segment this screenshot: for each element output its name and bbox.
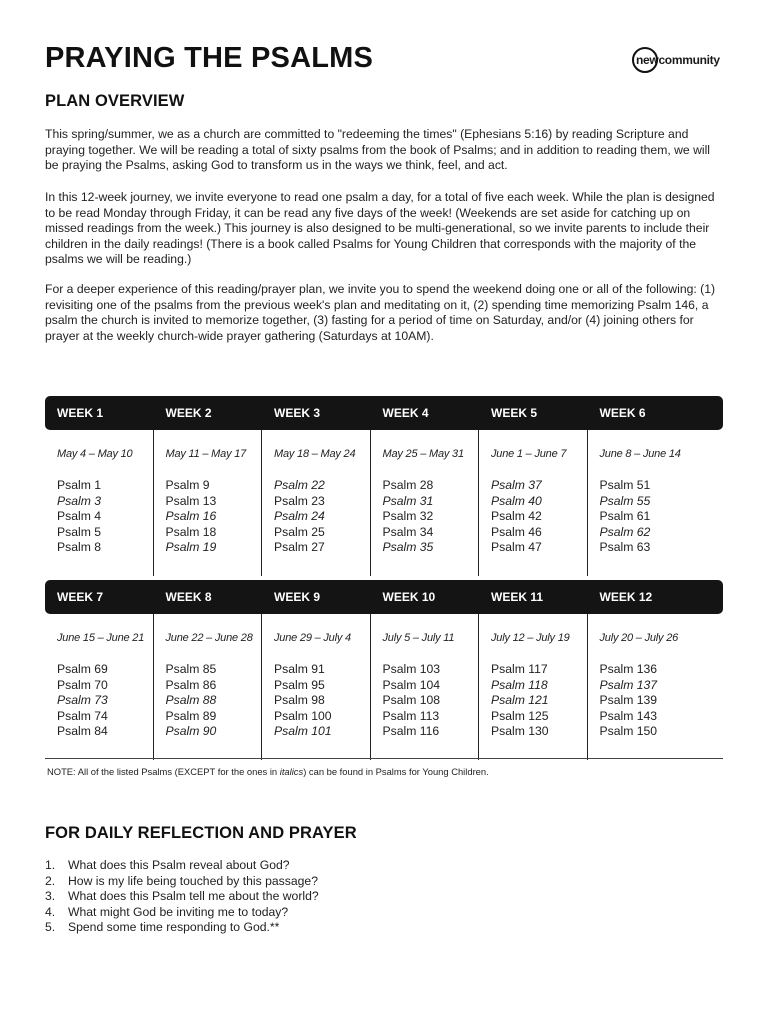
psalm-reading: Psalm 136 bbox=[599, 662, 658, 676]
psalm-reading: Psalm 91 bbox=[274, 662, 325, 676]
psalm-reading: Psalm 125 bbox=[491, 708, 549, 723]
list-item: 2. How is my life being touched by this passage? bbox=[45, 873, 318, 888]
psalm-reading: Psalm 118 bbox=[491, 677, 548, 692]
psalm-reading: Psalm 63 bbox=[599, 540, 651, 555]
week-column bbox=[479, 614, 588, 760]
list-item: 1. What does this Psalm reveal about God? bbox=[45, 858, 290, 872]
psalm-reading: Psalm 61 bbox=[599, 509, 651, 524]
week-label: WEEK 7 bbox=[57, 590, 104, 604]
week-readings-row bbox=[45, 430, 723, 576]
psalm-reading: Psalm 31 bbox=[382, 493, 434, 508]
week-label: WEEK 1 bbox=[57, 406, 104, 420]
week-label: WEEK 10 bbox=[382, 590, 436, 604]
psalm-reading: Psalm 34 bbox=[382, 524, 434, 539]
psalm-reading: Psalm 40 bbox=[491, 493, 542, 508]
reflection-heading: FOR DAILY REFLECTION AND PRAYER bbox=[45, 824, 357, 842]
psalm-reading: Psalm 69 bbox=[57, 662, 108, 676]
list-item: 3. What does this Psalm tell me about the world? bbox=[45, 889, 319, 904]
psalm-reading: Psalm 4 bbox=[57, 509, 102, 524]
week-column bbox=[479, 430, 588, 576]
logo-text: newcommunity bbox=[636, 53, 720, 67]
psalm-reading: Psalm 150 bbox=[599, 724, 658, 739]
psalm-reading: Psalm 116 bbox=[382, 724, 440, 739]
psalm-reading: Psalm 28 bbox=[382, 478, 434, 492]
logo-circle-icon bbox=[632, 47, 658, 73]
psalm-reading: Psalm 84 bbox=[57, 724, 108, 739]
psalm-reading: Psalm 108 bbox=[382, 693, 441, 708]
psalm-reading: Psalm 8 bbox=[57, 540, 102, 555]
week-column bbox=[45, 614, 154, 760]
psalm-reading: Psalm 27 bbox=[274, 540, 325, 555]
psalm-reading: Psalm 70 bbox=[57, 677, 108, 692]
psalm-reading: Psalm 18 bbox=[165, 524, 217, 539]
week-column bbox=[154, 614, 263, 760]
psalm-reading: Psalm 98 bbox=[274, 693, 325, 708]
week-column bbox=[371, 430, 480, 576]
page-title: PRAYING THE PSALMS bbox=[45, 42, 374, 74]
reflection-questions bbox=[45, 858, 319, 936]
psalm-reading: Psalm 19 bbox=[165, 540, 217, 555]
week-label: WEEK 2 bbox=[165, 406, 212, 420]
psalm-reading: Psalm 88 bbox=[165, 693, 217, 708]
footnote-suffix: ) can be found in Psalms for Young Children. bbox=[303, 766, 489, 777]
psalm-reading: Psalm 103 bbox=[382, 662, 441, 676]
psalm-reading: Psalm 130 bbox=[491, 724, 549, 739]
week-dates: June 22 – June 28 bbox=[165, 632, 253, 644]
psalm-reading: Psalm 42 bbox=[491, 509, 542, 524]
psalm-reading: Psalm 73 bbox=[57, 693, 108, 708]
footnote bbox=[47, 766, 489, 777]
psalm-reading: Psalm 13 bbox=[165, 493, 217, 508]
psalm-reading: Psalm 3 bbox=[57, 493, 102, 508]
psalm-reading: Psalm 90 bbox=[165, 724, 217, 739]
psalm-reading: Psalm 121 bbox=[491, 693, 549, 708]
psalm-reading: Psalm 16 bbox=[165, 509, 217, 524]
psalm-reading: Psalm 25 bbox=[274, 524, 325, 539]
week-dates: June 15 – June 21 bbox=[57, 632, 145, 644]
psalm-reading: Psalm 35 bbox=[382, 540, 434, 555]
psalm-reading: Psalm 22 bbox=[274, 478, 325, 492]
week-label: WEEK 4 bbox=[382, 406, 429, 420]
week-column bbox=[588, 614, 697, 760]
week-label: WEEK 9 bbox=[274, 590, 321, 604]
week-dates: June 8 – June 14 bbox=[599, 448, 681, 460]
psalm-reading: Psalm 62 bbox=[599, 524, 651, 539]
psalm-reading: Psalm 117 bbox=[491, 662, 548, 676]
week-dates: June 29 – July 4 bbox=[274, 632, 351, 644]
week-label: WEEK 8 bbox=[165, 590, 212, 604]
psalm-reading: Psalm 24 bbox=[274, 509, 325, 524]
week-readings-row bbox=[45, 614, 723, 760]
footnote-italic: italics bbox=[279, 766, 304, 777]
psalm-reading: Psalm 37 bbox=[491, 478, 542, 492]
psalm-reading: Psalm 55 bbox=[599, 493, 651, 508]
psalm-reading: Psalm 46 bbox=[491, 524, 542, 539]
psalm-reading: Psalm 100 bbox=[274, 708, 332, 723]
list-item: 4. What might God be inviting me to today? bbox=[45, 904, 289, 919]
church-logo bbox=[632, 46, 724, 74]
overview-paragraph-3: For a deeper experience of this reading/prayer plan, we invite you to spend the weekend doing one or all of the following: (1) revisiting one of the psalms from the previous week's plan and meditating on it, (2) spending time memorizing Psalm 146, a psalm the church is invited to memorize together, (3) fasting for a period of time on Saturday, and/or (4) joining others for prayer at the weekly church-wide prayer gathering (Saturdays at 10AM). bbox=[45, 282, 716, 343]
week-dates: July 5 – July 11 bbox=[382, 632, 455, 644]
psalm-reading: Psalm 86 bbox=[165, 677, 217, 692]
week-column bbox=[262, 614, 371, 760]
psalm-reading: Psalm 89 bbox=[165, 708, 217, 723]
overview-paragraph-2: In this 12-week journey, we invite everyone to read one psalm a day, for a total of five each week. While the plan is designed to be read Monday through Friday, it can be read any five days of the week! (Weekends are set aside for catching up on missed readings from the week.) This journey is also designed to be multi-generational, so we invite parents to include their children in the daily readings! (There is a book called Psalms for Young Children that corresponds with the majority of the psalms we will be reading.) bbox=[45, 190, 715, 267]
week-dates: May 18 – May 24 bbox=[274, 448, 356, 460]
psalm-reading: Psalm 1 bbox=[57, 478, 102, 492]
week-header-bar bbox=[45, 396, 723, 430]
psalm-reading: Psalm 137 bbox=[599, 677, 658, 692]
list-item: 5. Spend some time responding to God.** bbox=[45, 920, 280, 935]
overview-paragraph-1: This spring/summer, we as a church are committed to "redeeming the times" (Ephesians 5:16) by reading Scripture and praying together. We will be reading a total of sixty psalms from the book of Psalms; and in addition to reading them, we will be praying the Psalms, asking God to transform us in the ways we think, feel, and act. bbox=[45, 127, 711, 173]
week-dates: June 1 – June 7 bbox=[491, 448, 567, 460]
psalm-reading: Psalm 51 bbox=[599, 478, 651, 492]
week-dates: May 11 – May 17 bbox=[165, 448, 247, 460]
psalm-reading: Psalm 9 bbox=[165, 478, 210, 492]
week-dates: July 12 – July 19 bbox=[491, 632, 570, 644]
psalm-reading: Psalm 143 bbox=[599, 708, 658, 723]
week-label: WEEK 3 bbox=[274, 406, 321, 420]
psalm-reading: Psalm 47 bbox=[491, 540, 542, 555]
week-label: WEEK 6 bbox=[599, 406, 646, 420]
psalm-reading: Psalm 104 bbox=[382, 677, 441, 692]
footnote-prefix: NOTE: All of the listed Psalms (EXCEPT for the ones in bbox=[47, 766, 280, 777]
psalm-reading: Psalm 74 bbox=[57, 708, 108, 723]
week-column bbox=[371, 614, 480, 760]
plan-overview-heading: PLAN OVERVIEW bbox=[45, 92, 185, 110]
psalm-reading: Psalm 113 bbox=[382, 708, 440, 723]
psalm-reading: Psalm 5 bbox=[57, 524, 102, 539]
week-column bbox=[588, 430, 697, 576]
week-dates: May 25 – May 31 bbox=[382, 448, 464, 460]
week-header-bar bbox=[45, 580, 723, 614]
week-column bbox=[45, 430, 154, 576]
psalm-reading: Psalm 101 bbox=[274, 724, 332, 739]
psalm-reading: Psalm 23 bbox=[274, 493, 325, 508]
psalm-reading: Psalm 32 bbox=[382, 509, 434, 524]
psalm-reading: Psalm 95 bbox=[274, 677, 325, 692]
psalm-reading: Psalm 85 bbox=[165, 662, 217, 676]
week-column bbox=[154, 430, 263, 576]
week-column bbox=[262, 430, 371, 576]
week-label: WEEK 12 bbox=[599, 590, 653, 604]
week-label: WEEK 5 bbox=[491, 406, 538, 420]
week-dates: May 4 – May 10 bbox=[57, 448, 133, 460]
psalm-reading: Psalm 139 bbox=[599, 693, 658, 708]
week-label: WEEK 11 bbox=[491, 590, 544, 604]
table-bottom-rule bbox=[45, 758, 723, 759]
week-dates: July 20 – July 26 bbox=[599, 632, 679, 644]
